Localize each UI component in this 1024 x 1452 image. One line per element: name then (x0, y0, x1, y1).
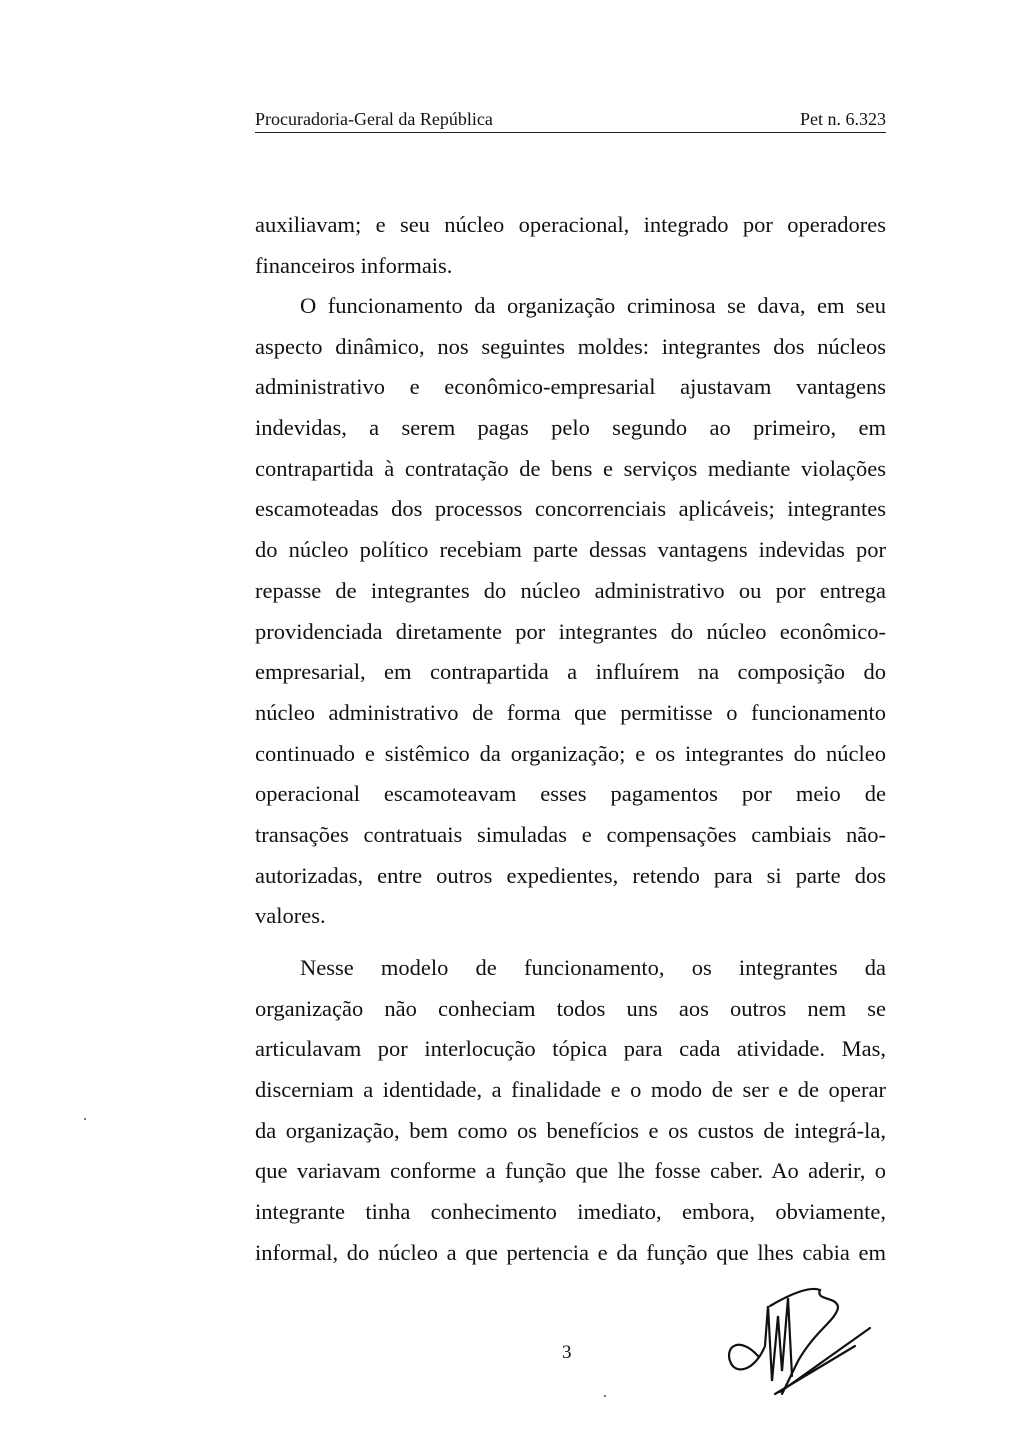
text-line: autorizadas, entre outros expedientes, retendo para si parte dos (255, 862, 886, 888)
text-line: repasse de integrantes do núcleo administrativo ou por entrega (255, 577, 886, 603)
paragraph-1 (255, 205, 886, 286)
handwritten-signature (720, 1276, 880, 1406)
text-line: O funcionamento da organização criminosa se dava, em seu (300, 293, 886, 318)
text-line: discerniam a identidade, a finalidade e o modo de ser e de operar (255, 1077, 886, 1103)
text-line: providenciada diretamente por integrantes do núcleo econômico- (255, 618, 886, 644)
text-line: empresarial, em contrapartida a influírem na composição do (255, 659, 886, 685)
text-line: auxiliavam; e seu núcleo operacional, integrado por operadores (255, 212, 886, 237)
text-line: escamoteadas dos processos concorrenciais aplicáveis; integrantes (255, 496, 886, 522)
text-line: integrante tinha conhecimento imediato, embora, obviamente, (255, 1199, 886, 1225)
text-line: valores. (255, 903, 326, 929)
text-line: organização não conheciam todos uns aos outros nem se (255, 995, 886, 1021)
text-line: articulavam por interlocução tópica para cada atividade. Mas, (255, 1036, 886, 1062)
text-line: informal, do núcleo a que pertencia e da função que lhes cabia em (255, 1239, 886, 1265)
text-line: operacional escamoteavam esses pagamentos por meio de (255, 781, 886, 807)
paragraph-2 (255, 286, 886, 937)
header-case-number: Pet n. 6.323 (799, 109, 886, 129)
page-number: 3 (562, 1342, 572, 1363)
text-line: administrativo e econômico-empresarial ajustavam vantagens (255, 374, 886, 400)
text-line: da organização, bem como os benefícios e os custos de integrá-la, (255, 1117, 886, 1143)
text-line: contrapartida à contratação de bens e serviços mediante violações (255, 455, 886, 481)
text-line: núcleo administrativo de forma que permitisse o funcionamento (255, 699, 886, 725)
text-line: transações contratuais simuladas e compensações cambiais não- (255, 821, 886, 847)
text-line: financeiros informais. (255, 252, 453, 278)
page-header (255, 108, 886, 133)
text-line: do núcleo político recebiam parte dessas vantagens indevidas por (255, 537, 886, 563)
text-line: Nesse modelo de funcionamento, os integrantes da (300, 955, 886, 980)
text-line: aspecto dinâmico, nos seguintes moldes: integrantes dos núcleos (255, 333, 886, 359)
header-institution: Procuradoria-Geral da República (255, 109, 493, 129)
text-line: que variavam conforme a função que lhe fosse caber. Ao aderir, o (255, 1158, 886, 1184)
paragraph-3 (255, 948, 886, 1274)
text-line: indevidas, a serem pagas pelo segundo ao primeiro, em (255, 415, 886, 441)
text-line: continuado e sistêmico da organização; e os integrantes do núcleo (255, 740, 886, 766)
